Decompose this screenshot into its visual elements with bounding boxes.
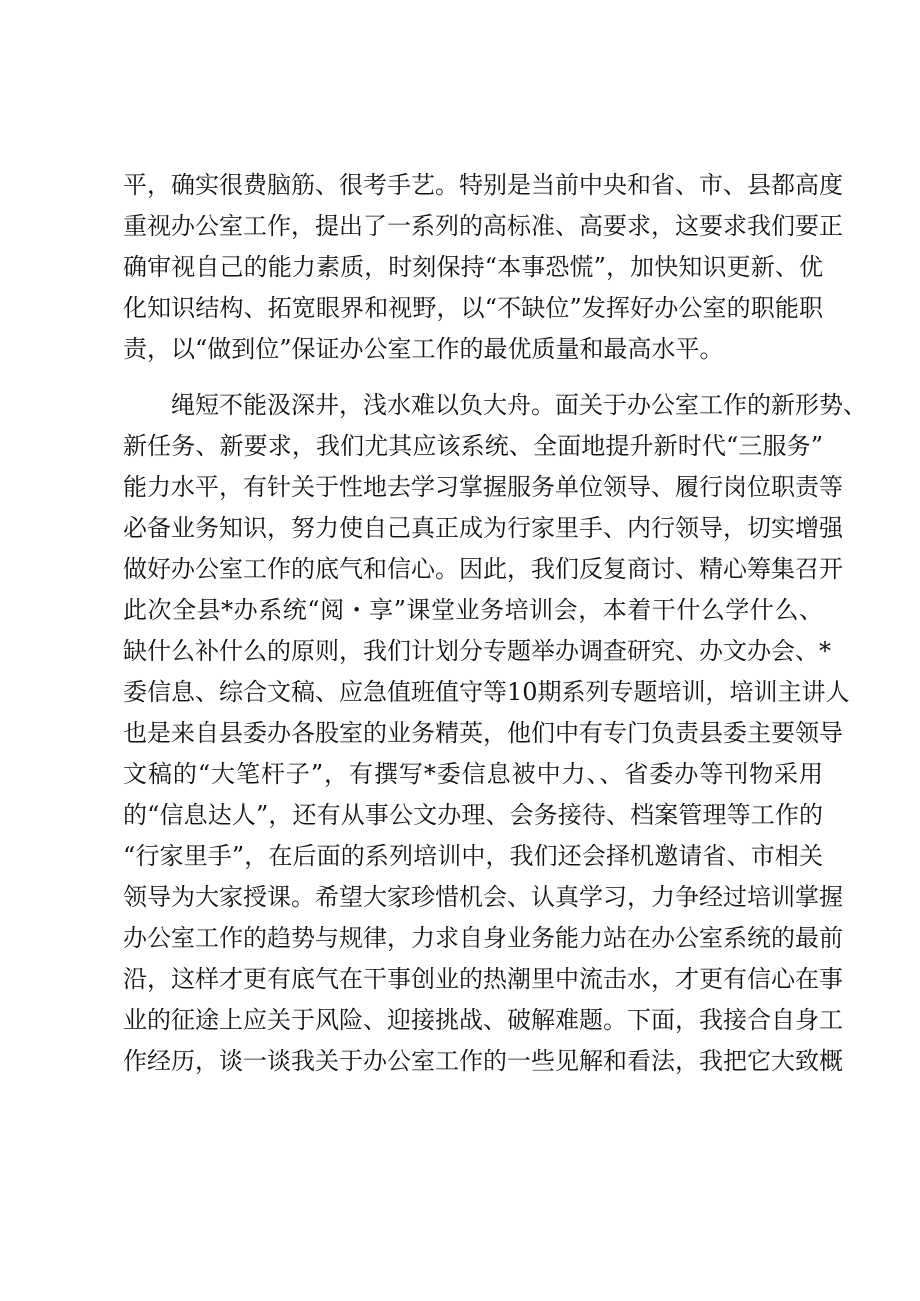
text-line: 缺什么补什么的原则，我们计划分专题举办调查研究、办文办会、*: [123, 637, 831, 665]
text-line: 的“信息达人”，还有从事公文办理、会务接待、档案管理等工作的: [123, 801, 823, 829]
text-line: 沿，这样才更有底气在干事创业的热潮里中流击水，才更有信心在事: [123, 965, 843, 993]
text-line: 责，以“做到位”保证办公室工作的最优质量和最高水平。: [123, 335, 724, 363]
text-line: 重视办公室工作，提出了一系列的高标准、高要求，这要求我们要正: [123, 212, 843, 240]
text-line: 也是来自县委办各股室的业务精英，他们中有专门负责县委主要领导: [123, 719, 843, 747]
text-line: 确审视自己的能力素质，时刻保持“本事恐慌”，加快知识更新、优: [123, 253, 823, 281]
text-line: 能力水平，有针关于性地去学习掌握服务单位领导、履行岗位职责等: [123, 473, 843, 501]
text-line: 必备业务知识，努力使自己真正成为行家里手、内行领导，切实增强: [123, 514, 843, 542]
paragraph-2: [123, 385, 867, 1082]
text-line: 化知识结构、拓宽眼界和视野，以“不缺位”发挥好办公室的职能职: [123, 294, 823, 322]
paragraph-gap: [123, 370, 823, 385]
text-line: 平，确实很费脑筋、很考手艺。特别是当前中央和省、市、县都高度: [123, 171, 843, 199]
text-line: 委信息、综合文稿、应急值班值守等10期系列专题培训，培训主讲人: [123, 678, 850, 706]
document-body: [123, 165, 867, 1082]
text-line: 此次全县*办系统“阅・享”课堂业务培训会，本着干什么学什么、: [123, 596, 823, 624]
text-line: 办公室工作的趋势与规律，力求自身业务能力站在办公室系统的最前: [123, 924, 843, 952]
text-line: “行家里手”，在后面的系列培训中，我们还会择机邀请省、市相关: [123, 842, 823, 870]
paragraph-1: [123, 165, 843, 370]
text-line: 文稿的“大笔杆子”，有撰写*委信息被中力、、省委办等刊物采用: [123, 760, 823, 788]
text-line: 业的征途上应关于风险、迎接挑战、破解难题。下面，我接合自身工: [123, 1006, 843, 1034]
text-line: 领导为大家授课。希望大家珍惜机会、认真学习，力争经过培训掌握: [123, 883, 843, 911]
text-line: 作经历，谈一谈我关于办公室工作的一些见解和看法，我把它大致概: [123, 1047, 843, 1075]
text-line: 绳短不能汲深井，浅水难以负大舟。面关于办公室工作的新形势、: [171, 391, 867, 419]
text-line: 新任务、新要求，我们尤其应该系统、全面地提升新时代“三服务”: [123, 432, 823, 460]
text-line: 做好办公室工作的底气和信心。因此，我们反复商讨、精心筹集召开: [123, 555, 843, 583]
